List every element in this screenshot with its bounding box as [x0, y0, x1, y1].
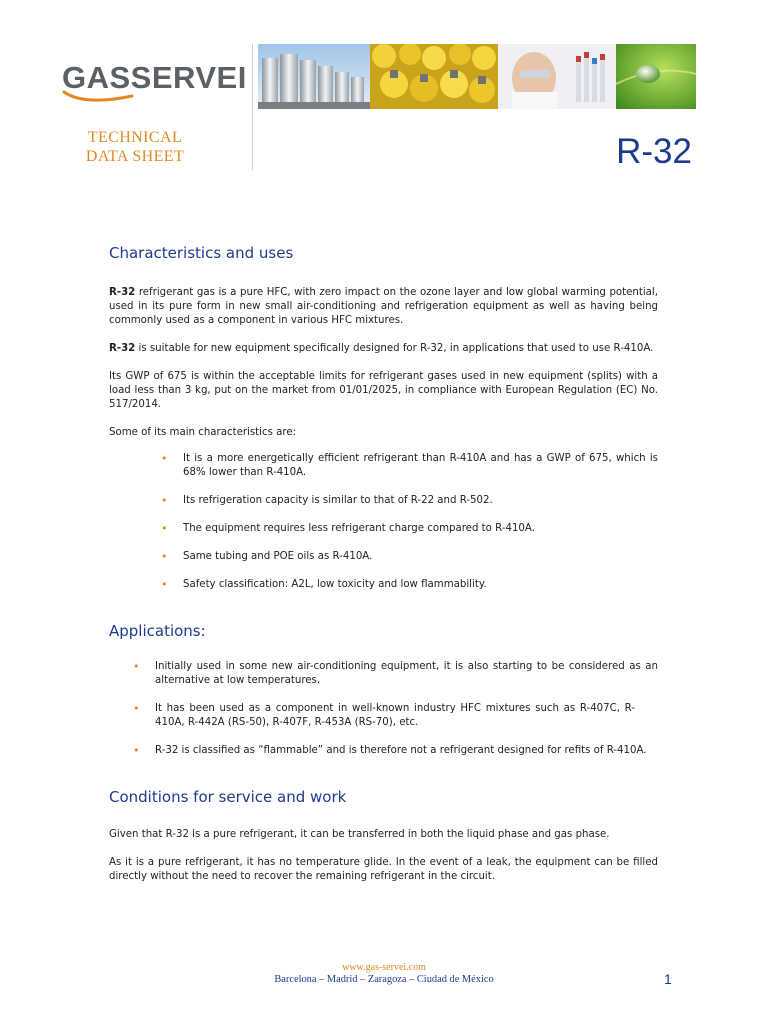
header-photo-banner — [258, 44, 696, 109]
paragraph: As it is a pure refrigerant, it has no temperature glide. In the event of a leak, the equipment can be filled directly without the need to recover the remaining refrigerant in the circuit. — [109, 857, 658, 882]
page-number: 1 — [664, 971, 672, 987]
list-item: • It is a more energetically efficient refrigerant than R-410A and has a GWP of 675, which is 68% lower than R-410A. — [183, 452, 658, 480]
document-type — [60, 128, 210, 166]
list-item: • Its refrigeration capacity is similar to that of R-22 and R-502. — [183, 494, 658, 508]
list-item: • Initially used in some new air-conditioning equipment, it is also starting to be considered as an alternative at low temperatures. — [155, 660, 658, 688]
list-item: • It has been used as a component in well-known industry HFC mixtures such as R-407C, R-410A, R-442A (RS-50), R-407F, R-453A (RS-70), etc. — [155, 702, 635, 730]
logo-swoosh-icon — [62, 88, 142, 106]
list-item: • Safety classification: A2L, low toxicity and low flammability. — [183, 578, 658, 592]
list-item: • Same tubing and POE oils as R-410A. — [183, 550, 658, 564]
header-divider — [252, 44, 253, 170]
section-heading-conditions: Conditions for service and work — [109, 788, 347, 806]
paragraph — [109, 286, 658, 328]
bold-term: R-32 — [109, 287, 136, 298]
paragraph: Its GWP of 675 is within the acceptable limits for refrigerant gases used in new equipment (splits) with a load less than 3 kg, put on the market from 01/01/2025, in compliance with European Regulation (EC) No. 517/2014. — [109, 371, 658, 410]
paragraph — [109, 342, 658, 356]
section-heading-applications: Applications: — [109, 622, 206, 640]
footer-cities: Barcelona – Madrid – Zaragoza – Ciudad de México — [274, 974, 494, 985]
document-type-line2: DATA SHEET — [85, 148, 185, 165]
gas-cylinders-photo — [370, 44, 498, 109]
logo-text: GASSERVEI — [62, 60, 247, 95]
list-item: • The equipment requires less refrigerant charge compared to R-410A. — [183, 522, 658, 536]
paragraph-text: refrigerant gas is a pure HFC, with zero impact on the ozone layer and low global warming potential, used in its pure form in new small air-conditioning and refrigeration equipment as well as having being commonly used as a component in various HFC mixtures. — [109, 287, 658, 326]
storage-tanks-photo — [258, 44, 370, 109]
green-leaf-droplet-photo — [616, 44, 696, 109]
document-type-line1: TECHNICAL — [87, 129, 183, 146]
list-item: • R-32 is classified as “flammable” and is therefore not a refrigerant designed for refits of R-410A. — [155, 744, 658, 758]
section-heading-characteristics: Characteristics and uses — [109, 244, 294, 262]
applications-list — [109, 660, 658, 758]
bold-term: R-32 — [109, 343, 136, 354]
laboratory-photo — [498, 44, 616, 109]
characteristics-list — [109, 452, 658, 592]
paragraph: Given that R-32 is a pure refrigerant, it can be transferred in both the liquid phase and gas phase. — [109, 829, 610, 840]
company-logo — [62, 60, 247, 106]
paragraph-text: is suitable for new equipment specifically designed for R-32, in applications that used to use R-410A. — [135, 343, 654, 354]
footer-website-link[interactable]: www.gas-servei.com — [342, 962, 426, 973]
product-code-title: R-32 — [616, 132, 692, 171]
paragraph: Some of its main characteristics are: — [109, 427, 297, 438]
main-content — [109, 240, 658, 898]
